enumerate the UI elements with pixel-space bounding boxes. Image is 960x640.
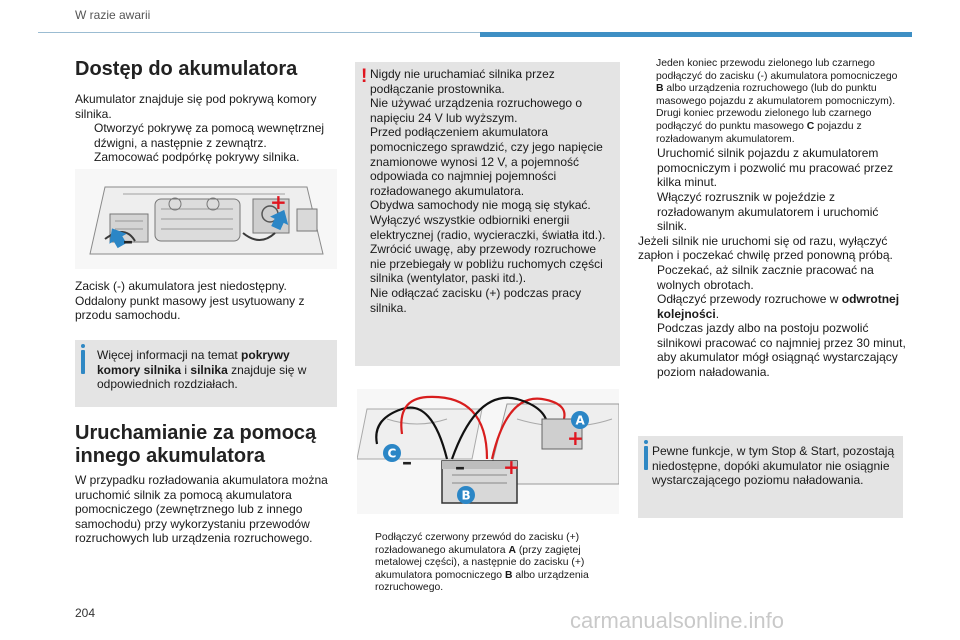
- info-box-stop-start: Pewne funkcje, w tym Stop & Start, pozostają niedostępne, dopóki akumulator nie osiągnie wystarczającego poziomu naładowania.: [638, 436, 903, 518]
- terminal-note: Zacisk (-) akumulatora jest niedostępny. Oddalony punkt masowy jest usytuowany z przodu samochodu.: [75, 279, 305, 323]
- bullet-icon: [75, 150, 94, 165]
- svg-text:–: –: [455, 455, 465, 479]
- intro-paragraph: Akumulator znajduje się pod pokrywą komory silnika.: [75, 92, 317, 121]
- header-rule: [38, 32, 480, 33]
- jump-start-intro: W przypadku rozładowania akumulatora można uruchomić silnik za pomocą akumulatora pomocniczego (zewnętrznego lub z innego samochodu) przy wykorzystaniu przewodów rozruchowych lub urządzenia rozruchowego.: [75, 473, 328, 546]
- red-cable-step: [357, 532, 619, 595]
- list-item: Podłączyć czerwony przewód do zacisku (+) rozładowanego akumulatora A (przy zagiętej metalowej części), a następnie do zacisku (+) akumulatora pomocniczego B albo urządzenia rozruchowego.: [357, 532, 619, 595]
- list-item: Uruchomić silnik pojazdu z akumulatorem pomocniczym i pozwolić mu pracować przez kilka minut.: [638, 146, 906, 190]
- warning-icon: !: [361, 66, 368, 87]
- watermark: carmanualsonline.info: [570, 608, 785, 633]
- list-item: Jeden koniec przewodu zielonego lub czarnego podłączyć do zacisku (-) akumulatora pomocniczego B albo urządzenia rozruchowego (lub do punktu masowego pojazdu z akumulatorem pomocniczym).: [638, 58, 906, 108]
- info-icon: [81, 344, 85, 348]
- bullet-icon: [638, 146, 657, 190]
- list-item: Odłączyć przewody rozruchowe w odwrotnej kolejności.: [638, 292, 906, 321]
- minus-terminal-sign: –: [123, 229, 133, 253]
- info-box: Więcej informacji na temat pokrywy komory silnika i silnika znajduje się w odpowiednich rozdziałach.: [75, 340, 337, 407]
- svg-text:–: –: [402, 450, 412, 474]
- section-title-battery-access: Dostęp do akumulatora: [75, 58, 298, 80]
- bullet-icon: [357, 532, 375, 595]
- engine-bay-illustration: [75, 169, 337, 269]
- section-title-jump-start: Uruchamianie za pomocą innego akumulatora: [75, 422, 317, 467]
- header-accent-bar: [480, 32, 912, 37]
- list-item: Drugi koniec przewodu zielonego lub czarnego podłączyć do punktu masowego C pojazdu z rozładowanym akumulatorem.: [638, 108, 906, 146]
- retry-paragraph: Jeżeli silnik nie uruchomi się od razu, wyłączyć zapłon i poczekać chwilę przed ponowną próbą.: [638, 233, 893, 263]
- list-item: Włączyć rozrusznik w pojeździe z rozładowanym akumulatorem i uruchomić silnik.: [638, 190, 906, 234]
- bullet-icon: [638, 263, 657, 292]
- page-number: 204: [75, 606, 96, 620]
- svg-text:+: +: [567, 426, 584, 450]
- svg-text:+: +: [503, 455, 520, 479]
- list-item: Otworzyć pokrywę za pomocą wewnętrznej dźwigni, a następnie z zewnątrz.: [75, 121, 337, 150]
- svg-text:A: A: [575, 413, 585, 428]
- info-icon: [644, 440, 648, 444]
- list-item: Zamocować podpórkę pokrywy silnika.: [75, 150, 337, 165]
- plus-terminal-sign: +: [270, 190, 287, 214]
- bullet-icon: [638, 321, 657, 379]
- list-item: Poczekać, aż silnik zacznie pracować na wolnych obrotach.: [638, 263, 906, 292]
- running-header: W razie awarii: [75, 8, 151, 22]
- bullet-icon: [638, 58, 656, 108]
- warning-box: ! Nigdy nie uruchamiać silnika przez podłączanie prostownika. Nie używać urządzenia rozruchowego o napięciu 24 V lub wyższym. Przed podłączeniem akumulatora pomocniczego sprawdzić, czy jego napięcie znamionowe wynosi 12 V, a pojemność odpowiada co najmniej pojemności rozładowanego akumulatora. Obydwa samochody nie mogą się stykać. Wyłączyć wszystkie odbiorniki energii elektrycznej (radio, wycieraczki, światła itd.). Zwrócić uwagę, aby przewody rozruchowe nie przebiegały w pobliżu ruchomych części silnika (wentylator, paski itd.). Nie odłączać zacisku (+) podczas pracy silnika.: [355, 62, 620, 366]
- bullet-icon: [638, 190, 657, 234]
- battery-access-text: [75, 92, 337, 165]
- svg-text:C: C: [387, 446, 397, 461]
- list-item: Podczas jazdy albo na postoju pozwolić silnikowi pracować co najmniej przez 30 minut, aby akumulator mógł osiągnąć wystarczający poziom naładowania.: [638, 321, 906, 379]
- svg-text:B: B: [461, 488, 471, 503]
- bullet-icon: [75, 121, 94, 150]
- bullet-icon: [638, 292, 657, 321]
- jump-start-steps: [638, 58, 906, 380]
- bullet-icon: [638, 108, 656, 146]
- jump-start-diagram: [357, 389, 619, 514]
